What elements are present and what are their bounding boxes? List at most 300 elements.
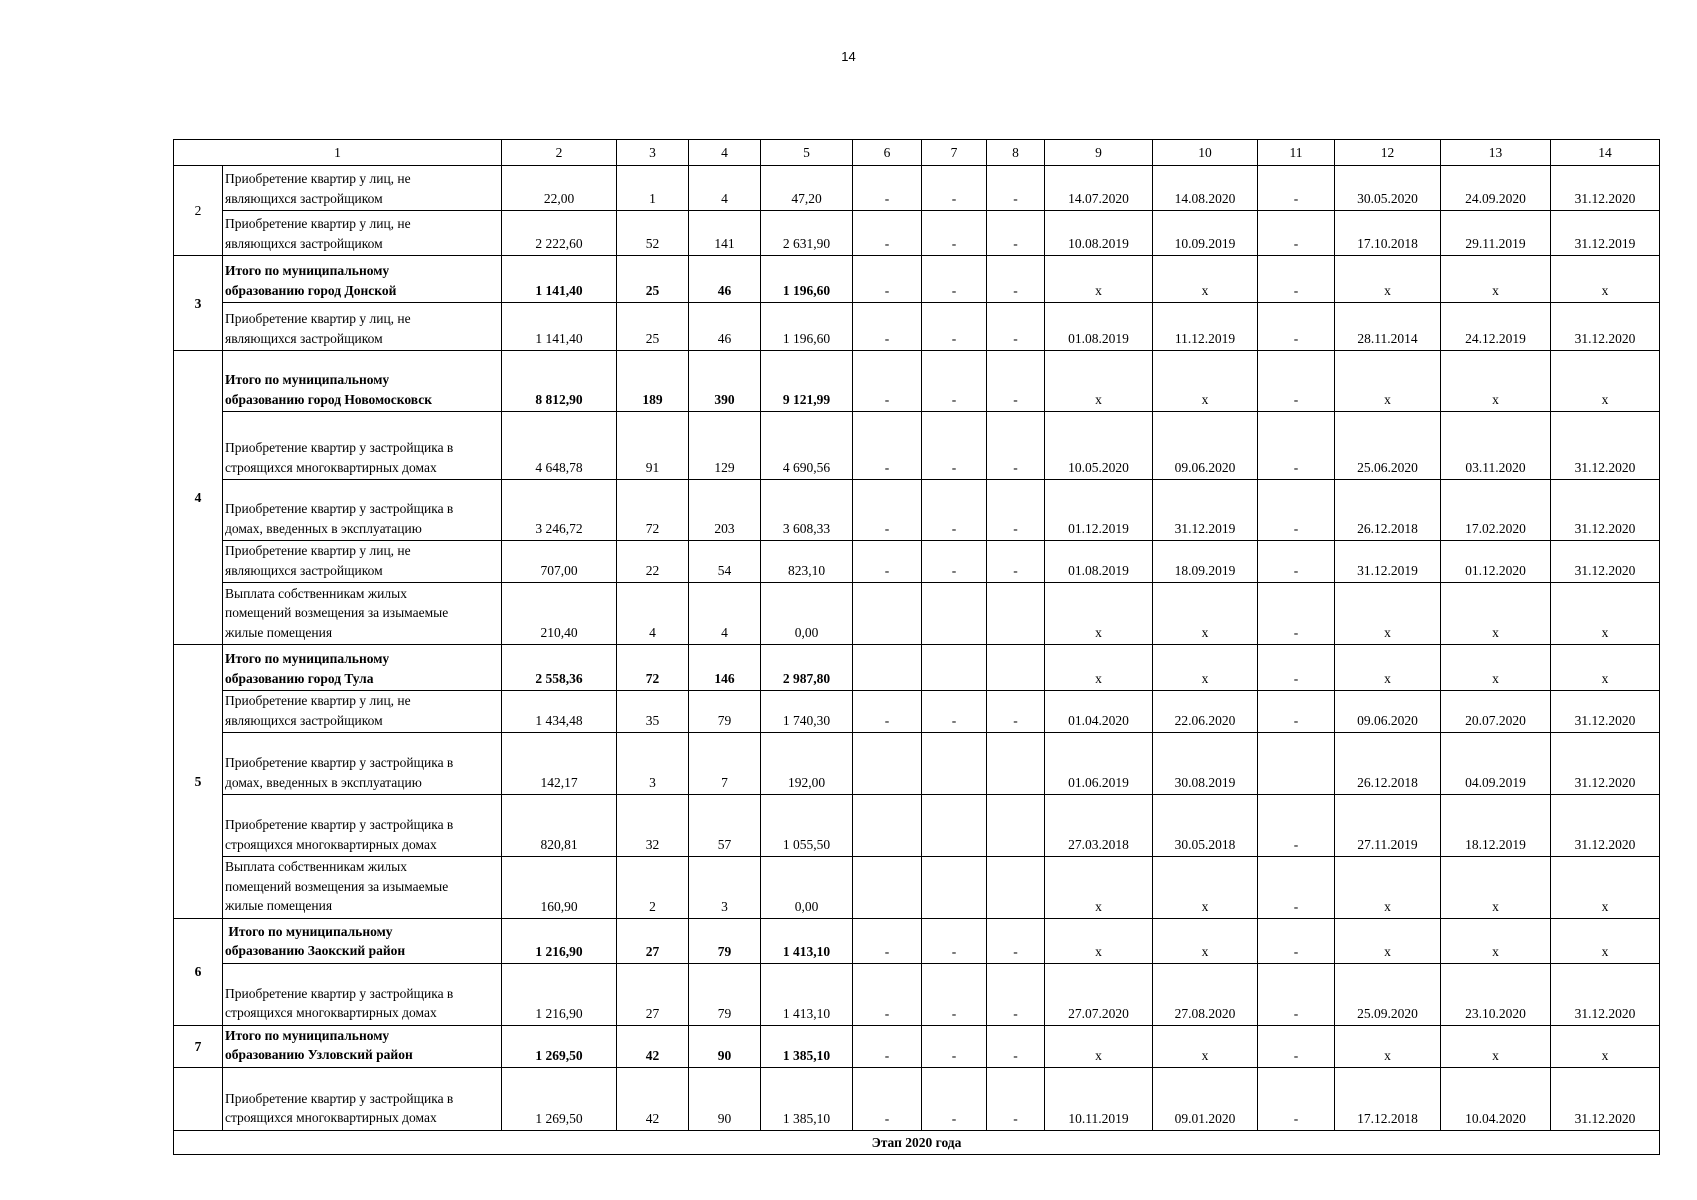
table-cell: - — [987, 303, 1045, 351]
table-cell: 707,00 — [502, 541, 617, 583]
table-cell: - — [1258, 541, 1335, 583]
row-name-line: строящихся многоквартирных домах — [225, 836, 437, 852]
column-header: 8 — [987, 140, 1045, 166]
table-cell: 91 — [617, 412, 689, 480]
table-cell: 32 — [617, 795, 689, 857]
table-cell: 3 608,33 — [761, 480, 853, 541]
table-cell: - — [1258, 857, 1335, 919]
table-cell: 52 — [617, 211, 689, 256]
table-cell: 90 — [689, 1025, 761, 1067]
total-row — [174, 645, 1660, 691]
table-cell: x — [1441, 645, 1551, 691]
table-cell: 46 — [689, 256, 761, 303]
row-name-line: строящихся многоквартирных домах — [225, 1005, 437, 1020]
row-name — [223, 1025, 502, 1067]
table-cell: 1 — [617, 166, 689, 211]
stage-row — [174, 1130, 1660, 1154]
table-cell: 27.03.2018 — [1045, 795, 1153, 857]
table-cell — [1258, 733, 1335, 795]
table-cell: - — [1258, 918, 1335, 963]
table-cell — [987, 583, 1045, 645]
table-cell: 79 — [689, 963, 761, 1025]
table-cell: x — [1045, 583, 1153, 645]
table-cell: 17.10.2018 — [1335, 211, 1441, 256]
table-cell: - — [1258, 256, 1335, 303]
row-name-line: Итого по муниципальному — [225, 263, 390, 278]
table-cell: 03.11.2020 — [1441, 412, 1551, 480]
column-header: 6 — [853, 140, 922, 166]
table-cell: x — [1335, 645, 1441, 691]
table-cell: 24.09.2020 — [1441, 166, 1551, 211]
table-row — [174, 583, 1660, 645]
page-number: 14 — [841, 49, 856, 64]
table-cell: - — [922, 918, 987, 963]
table-cell: 30.05.2020 — [1335, 166, 1441, 211]
total-row — [174, 918, 1660, 963]
row-name-line: Итого по муниципальному — [225, 1027, 390, 1043]
table-cell: x — [1045, 857, 1153, 919]
table-cell: 1 385,10 — [761, 1025, 853, 1067]
table-cell: - — [922, 211, 987, 256]
table-cell — [922, 795, 987, 857]
row-name — [223, 645, 502, 691]
table-cell: x — [1551, 1025, 1660, 1067]
table-cell: x — [1441, 857, 1551, 919]
table-cell: - — [987, 166, 1045, 211]
table-cell: 47,20 — [761, 166, 853, 211]
table-cell: x — [1335, 256, 1441, 303]
table-cell: 79 — [689, 691, 761, 733]
row-name-line: образованию город Тула — [225, 670, 374, 686]
row-name-line: являющихся застройщиком — [225, 562, 383, 578]
table-cell: 1 055,50 — [761, 795, 853, 857]
table-cell: - — [853, 1067, 922, 1130]
row-number: 6 — [174, 918, 223, 1025]
table-cell: - — [922, 691, 987, 733]
table-cell — [987, 857, 1045, 919]
row-name — [223, 733, 502, 795]
table-row — [174, 480, 1660, 541]
row-name-line: строящихся многоквартирных домах — [225, 1110, 437, 1125]
table-cell: 42 — [617, 1067, 689, 1130]
table-cell: 189 — [617, 351, 689, 412]
table-cell: 57 — [689, 795, 761, 857]
table-cell: 2 631,90 — [761, 211, 853, 256]
row-name — [223, 963, 502, 1025]
table-cell: x — [1551, 857, 1660, 919]
table-cell: x — [1045, 918, 1153, 963]
table-cell: x — [1045, 351, 1153, 412]
table-cell: - — [922, 963, 987, 1025]
table-cell: - — [1258, 351, 1335, 412]
table-cell — [987, 733, 1045, 795]
table-cell: 1 141,40 — [502, 303, 617, 351]
table-cell: 04.09.2019 — [1441, 733, 1551, 795]
table-cell: 129 — [689, 412, 761, 480]
row-name — [223, 351, 502, 412]
table-cell: x — [1551, 351, 1660, 412]
table-cell — [987, 795, 1045, 857]
table-cell: 820,81 — [502, 795, 617, 857]
table-cell: 31.12.2020 — [1551, 691, 1660, 733]
table-cell: 1 269,50 — [502, 1067, 617, 1130]
row-name — [223, 412, 502, 480]
row-number: 7 — [174, 1025, 223, 1067]
column-header: 3 — [617, 140, 689, 166]
table-cell: 46 — [689, 303, 761, 351]
table-cell: 142,17 — [502, 733, 617, 795]
table-cell: 203 — [689, 480, 761, 541]
table-cell: x — [1441, 351, 1551, 412]
table-cell: 1 740,30 — [761, 691, 853, 733]
row-name-line: Итого по муниципальному — [225, 372, 390, 387]
table-cell: 192,00 — [761, 733, 853, 795]
table-cell: 20.07.2020 — [1441, 691, 1551, 733]
table-cell: x — [1153, 857, 1258, 919]
table-cell: 1 385,10 — [761, 1067, 853, 1130]
table-cell: - — [987, 963, 1045, 1025]
table-cell: 17.12.2018 — [1335, 1067, 1441, 1130]
table-cell: 31.12.2020 — [1551, 412, 1660, 480]
table-cell: x — [1551, 918, 1660, 963]
table-cell: - — [853, 918, 922, 963]
row-name-line: являющихся застройщиком — [225, 712, 383, 728]
row-name-line: Приобретение квартир у застройщика в — [225, 985, 454, 1001]
table-cell — [853, 857, 922, 919]
table-cell: 27 — [617, 963, 689, 1025]
table-cell: 72 — [617, 480, 689, 541]
row-name-line: Приобретение квартир у лиц, не — [225, 171, 411, 186]
table-cell: - — [987, 541, 1045, 583]
table-cell: 22 — [617, 541, 689, 583]
table-cell: 1 196,60 — [761, 256, 853, 303]
table-cell: 01.12.2020 — [1441, 541, 1551, 583]
row-name-line: Приобретение квартир у застройщика в — [225, 755, 454, 770]
table-cell: 8 812,90 — [502, 351, 617, 412]
row-number: 5 — [174, 645, 223, 919]
table-cell: x — [1335, 1025, 1441, 1067]
table-cell: 29.11.2019 — [1441, 211, 1551, 256]
table-cell: - — [1258, 412, 1335, 480]
table-cell: 22,00 — [502, 166, 617, 211]
row-name — [223, 303, 502, 351]
table-cell: 31.12.2020 — [1551, 733, 1660, 795]
table-cell: - — [1258, 1067, 1335, 1130]
table-cell: 30.05.2018 — [1153, 795, 1258, 857]
table-cell: 10.05.2020 — [1045, 412, 1153, 480]
table-cell: - — [987, 918, 1045, 963]
table-cell: 54 — [689, 541, 761, 583]
table-cell: 18.12.2019 — [1441, 795, 1551, 857]
column-header: 10 — [1153, 140, 1258, 166]
row-name — [223, 480, 502, 541]
table-cell: 14.07.2020 — [1045, 166, 1153, 211]
column-header: 11 — [1258, 140, 1335, 166]
table-cell: 3 246,72 — [502, 480, 617, 541]
table-cell: 28.11.2014 — [1335, 303, 1441, 351]
total-row — [174, 351, 1660, 412]
table-cell: 31.12.2019 — [1153, 480, 1258, 541]
table-cell: 1 141,40 — [502, 256, 617, 303]
table-cell: 31.12.2020 — [1551, 303, 1660, 351]
table-cell — [922, 645, 987, 691]
row-name — [223, 795, 502, 857]
table-cell: x — [1153, 583, 1258, 645]
table-cell: 823,10 — [761, 541, 853, 583]
row-name — [223, 583, 502, 645]
table-row — [174, 303, 1660, 351]
table-cell: - — [922, 351, 987, 412]
table-cell: - — [922, 412, 987, 480]
column-header: 7 — [922, 140, 987, 166]
table-row — [174, 211, 1660, 256]
table-cell: x — [1551, 645, 1660, 691]
table-cell: 2 222,60 — [502, 211, 617, 256]
table-cell: - — [853, 256, 922, 303]
row-name-line: домах, введенных в эксплуатацию — [225, 774, 422, 790]
table-cell: 9 121,99 — [761, 351, 853, 412]
column-header: 2 — [502, 140, 617, 166]
table-cell: 210,40 — [502, 583, 617, 645]
row-name-line: Приобретение квартир у лиц, не — [225, 543, 411, 558]
table-cell: 01.12.2019 — [1045, 480, 1153, 541]
row-name-line: образованию Заокский район — [225, 943, 406, 958]
table-cell: 01.08.2019 — [1045, 303, 1153, 351]
table-cell: - — [1258, 303, 1335, 351]
table-cell: 30.08.2019 — [1153, 733, 1258, 795]
column-header: 9 — [1045, 140, 1153, 166]
table-cell: - — [987, 412, 1045, 480]
row-name — [223, 166, 502, 211]
table-cell: x — [1153, 351, 1258, 412]
column-header: 12 — [1335, 140, 1441, 166]
table-cell — [922, 857, 987, 919]
table-cell: - — [1258, 211, 1335, 256]
table-cell: - — [853, 303, 922, 351]
table-cell: x — [1335, 918, 1441, 963]
table-cell: x — [1045, 645, 1153, 691]
table-cell: 14.08.2020 — [1153, 166, 1258, 211]
total-row — [174, 1025, 1660, 1067]
table-cell: 4 — [689, 166, 761, 211]
table-cell: x — [1045, 256, 1153, 303]
table-cell: x — [1551, 256, 1660, 303]
row-name-line: Приобретение квартир у застройщика в — [225, 817, 454, 832]
row-name — [223, 918, 502, 963]
table-body — [174, 140, 1660, 1155]
table-cell: 72 — [617, 645, 689, 691]
table-cell: 22.06.2020 — [1153, 691, 1258, 733]
table-cell: 3 — [689, 857, 761, 919]
table-cell: x — [1045, 1025, 1153, 1067]
column-header: 1 — [174, 140, 502, 166]
table-cell — [987, 645, 1045, 691]
table-row — [174, 733, 1660, 795]
table-cell: 31.12.2020 — [1551, 166, 1660, 211]
program-table — [173, 139, 1660, 1155]
row-name-line: Приобретение квартир у лиц, не — [225, 216, 411, 231]
row-name-line: Приобретение квартир у лиц, не — [225, 311, 411, 326]
table-cell: - — [1258, 963, 1335, 1025]
table-cell: 09.06.2020 — [1335, 691, 1441, 733]
table-cell: 4 — [617, 583, 689, 645]
table-cell: 24.12.2019 — [1441, 303, 1551, 351]
table-cell: - — [922, 541, 987, 583]
row-name-line: помещений возмещения за изымаемые — [225, 605, 449, 620]
table-cell: 0,00 — [761, 857, 853, 919]
table-row — [174, 1067, 1660, 1130]
table-cell — [853, 583, 922, 645]
row-name — [223, 541, 502, 583]
table-cell: - — [922, 1067, 987, 1130]
row-name-line: Итого по муниципальному — [225, 923, 393, 939]
table-cell: 23.10.2020 — [1441, 963, 1551, 1025]
table-cell: - — [853, 351, 922, 412]
table-cell: 1 434,48 — [502, 691, 617, 733]
row-name — [223, 1067, 502, 1130]
table-cell: x — [1551, 583, 1660, 645]
table-cell: - — [853, 211, 922, 256]
row-name-line: являющихся застройщиком — [225, 235, 383, 251]
stage-label: Этап 2020 года — [174, 1130, 1660, 1154]
table-row — [174, 691, 1660, 733]
table-cell: 2 987,80 — [761, 645, 853, 691]
table-cell: 10.04.2020 — [1441, 1067, 1551, 1130]
table-cell: 31.12.2020 — [1551, 963, 1660, 1025]
table-cell: 3 — [617, 733, 689, 795]
table-cell: 4 690,56 — [761, 412, 853, 480]
table-cell: 141 — [689, 211, 761, 256]
row-name — [223, 256, 502, 303]
table-cell: 35 — [617, 691, 689, 733]
table-cell: 27.08.2020 — [1153, 963, 1258, 1025]
column-header: 14 — [1551, 140, 1660, 166]
table-cell: - — [853, 691, 922, 733]
table-cell: x — [1153, 918, 1258, 963]
table-row — [174, 412, 1660, 480]
row-number: 4 — [174, 351, 223, 645]
table-cell: - — [1258, 166, 1335, 211]
table-cell: 0,00 — [761, 583, 853, 645]
table-cell: - — [853, 480, 922, 541]
table-cell: - — [987, 1025, 1045, 1067]
table-cell: - — [922, 166, 987, 211]
table-row — [174, 166, 1660, 211]
row-name-line: являющихся застройщиком — [225, 190, 383, 206]
table-row — [174, 963, 1660, 1025]
table-cell: 25.09.2020 — [1335, 963, 1441, 1025]
table-cell: 10.09.2019 — [1153, 211, 1258, 256]
table-cell — [922, 583, 987, 645]
table-cell: 11.12.2019 — [1153, 303, 1258, 351]
table-cell: 25.06.2020 — [1335, 412, 1441, 480]
table-cell: 1 196,60 — [761, 303, 853, 351]
table-cell: x — [1153, 256, 1258, 303]
table-cell: x — [1441, 918, 1551, 963]
table-cell: x — [1153, 1025, 1258, 1067]
table-cell: 26.12.2018 — [1335, 733, 1441, 795]
row-number — [174, 1067, 223, 1130]
table-cell: - — [987, 351, 1045, 412]
row-name-line: помещений возмещения за изымаемые — [225, 878, 449, 894]
table-cell — [853, 795, 922, 857]
column-header: 5 — [761, 140, 853, 166]
table-cell: - — [1258, 1025, 1335, 1067]
table-cell: - — [987, 256, 1045, 303]
row-number: 3 — [174, 256, 223, 351]
table-cell: 31.12.2020 — [1551, 541, 1660, 583]
row-name-line: Выплата собственникам жилых — [225, 859, 407, 874]
table-cell: - — [987, 211, 1045, 256]
table-cell: x — [1335, 857, 1441, 919]
table-cell: 31.12.2020 — [1551, 480, 1660, 541]
table-cell: 10.08.2019 — [1045, 211, 1153, 256]
table-cell: - — [987, 691, 1045, 733]
table-cell: 01.06.2019 — [1045, 733, 1153, 795]
table-cell: - — [853, 541, 922, 583]
row-name-line: строящихся многоквартирных домах — [225, 459, 437, 475]
row-name-line: являющихся застройщиком — [225, 330, 383, 346]
row-name — [223, 211, 502, 256]
row-name — [223, 857, 502, 919]
table-cell: 09.06.2020 — [1153, 412, 1258, 480]
table-cell: 1 413,10 — [761, 963, 853, 1025]
table-cell — [853, 645, 922, 691]
row-name-line: Приобретение квартир у застройщика в — [225, 1090, 454, 1106]
table-cell: - — [853, 963, 922, 1025]
table-cell: 18.09.2019 — [1153, 541, 1258, 583]
table-cell: 79 — [689, 918, 761, 963]
table-cell: 1 216,90 — [502, 918, 617, 963]
table-row — [174, 795, 1660, 857]
table-cell: 10.11.2019 — [1045, 1067, 1153, 1130]
table-cell: - — [922, 303, 987, 351]
table-cell: 90 — [689, 1067, 761, 1130]
table-cell — [922, 733, 987, 795]
table-row — [174, 541, 1660, 583]
column-header: 4 — [689, 140, 761, 166]
table-cell: 4 — [689, 583, 761, 645]
table-cell: x — [1335, 351, 1441, 412]
table-cell: 390 — [689, 351, 761, 412]
row-name-line: образованию Узловский район — [225, 1047, 413, 1062]
table-cell: 1 413,10 — [761, 918, 853, 963]
table-cell: 160,90 — [502, 857, 617, 919]
row-name-line: образованию город Донской — [225, 282, 397, 298]
header-row — [174, 140, 1660, 166]
row-name-line: жилые помещения — [225, 624, 333, 640]
table-cell: 27.11.2019 — [1335, 795, 1441, 857]
table-cell: 01.04.2020 — [1045, 691, 1153, 733]
row-name — [223, 691, 502, 733]
table-cell: - — [1258, 583, 1335, 645]
table-cell: x — [1153, 645, 1258, 691]
table-cell: 31.12.2019 — [1335, 541, 1441, 583]
table-cell: 26.12.2018 — [1335, 480, 1441, 541]
table-cell: - — [1258, 645, 1335, 691]
table-cell: - — [922, 480, 987, 541]
table-cell: x — [1335, 583, 1441, 645]
table-cell: - — [1258, 795, 1335, 857]
table-row — [174, 857, 1660, 919]
table-cell: - — [1258, 691, 1335, 733]
table-cell: - — [1258, 480, 1335, 541]
table-cell: 42 — [617, 1025, 689, 1067]
row-name-line: Итого по муниципальному — [225, 651, 390, 666]
table-cell: 1 269,50 — [502, 1025, 617, 1067]
table-cell: 31.12.2019 — [1551, 211, 1660, 256]
table-cell: 25 — [617, 256, 689, 303]
